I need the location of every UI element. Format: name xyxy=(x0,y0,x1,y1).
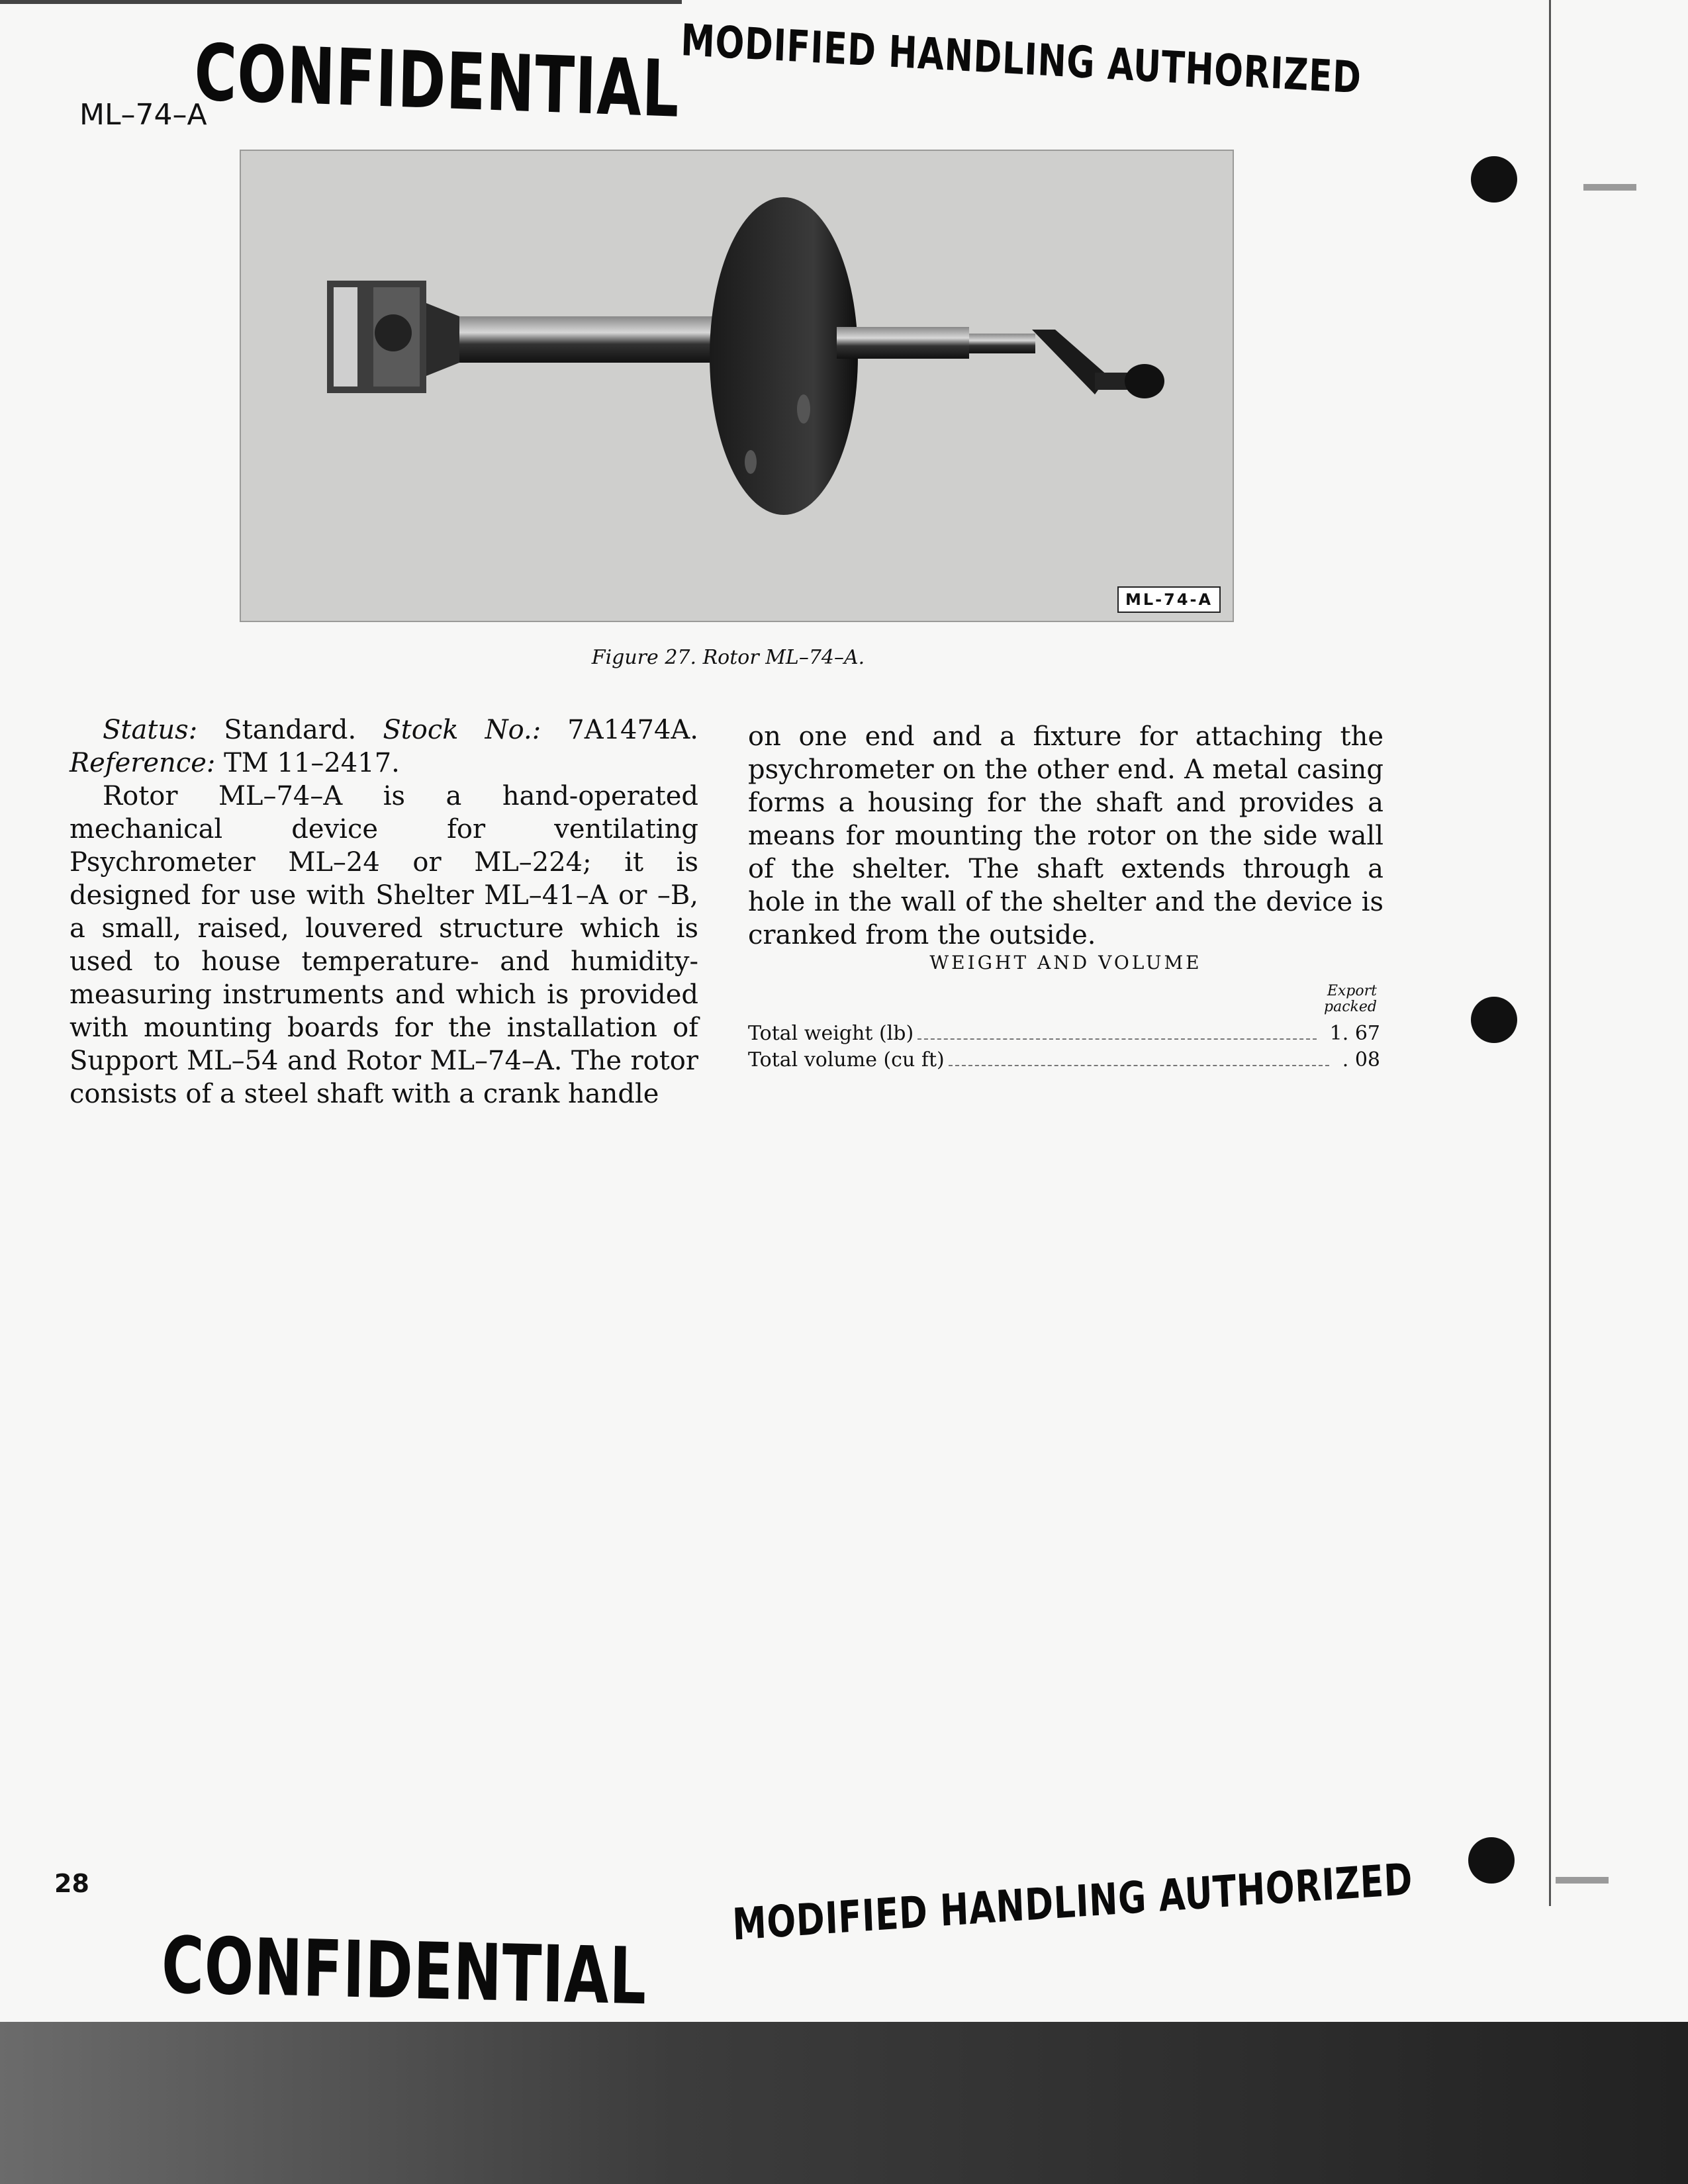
scan-edge-line xyxy=(0,0,682,4)
document-code: ML–74–A xyxy=(79,98,207,132)
export-header-line: Export xyxy=(1327,983,1377,999)
binder-edge-line xyxy=(1549,0,1551,1906)
mounting-disk xyxy=(710,197,858,515)
page-number: 28 xyxy=(54,1869,89,1898)
reference-label: Reference: xyxy=(70,748,216,778)
row-value: 1. 67 xyxy=(1329,1022,1380,1045)
table-row xyxy=(748,1022,1380,1045)
figure-caption: Figure 27. Rotor ML–74–A. xyxy=(591,646,865,669)
row-label: Total weight (lb) xyxy=(748,1022,914,1045)
punch-hole xyxy=(1471,156,1517,203)
row-label: Total volume (cu ft) xyxy=(748,1048,945,1071)
left-column xyxy=(70,713,698,1111)
stock-label: Stock No.: xyxy=(383,715,541,745)
handling-stamp-top: MODIFIED HANDLING AUTHORIZED xyxy=(680,15,1362,104)
binder-tick xyxy=(1556,1877,1609,1884)
punch-hole xyxy=(1468,1837,1515,1884)
row-value: . 08 xyxy=(1342,1048,1380,1071)
description-continued: on one end and a fixture for attaching the psychrometer on the other end. A metal casing forms a housing for the shaft and provides a means for mounting the rotor on the side wall of the shelter. The shaft extends through a hole in the wall of the shelter and the device is cranked from the outside. xyxy=(748,721,1383,950)
weight-volume-heading: WEIGHT AND VOLUME xyxy=(929,952,1202,974)
status-label: Status: xyxy=(103,715,198,745)
stock-value: 7A1474A. xyxy=(541,715,699,745)
description-paragraph: Rotor ML–74–A is a hand-operated mechanical device for ventilating Psychrometer ML–24 or ML–224; it is designed for use with Shelter ML–41–A or –B, a small, raised, louvered structure which is used to house temperature- and humidity-measuring instruments and which is provided with mounting boards for the installation of Support ML–54 and Rotor ML–74–A. The rotor consists of a steel shaft with a crank handle xyxy=(70,781,698,1109)
rotor-photo xyxy=(240,150,1234,622)
leader-dots xyxy=(949,1065,1329,1066)
scan-bottom-shadow xyxy=(0,2022,1688,2184)
status-paragraph xyxy=(70,713,698,780)
binder-tick xyxy=(1583,184,1636,191)
status-value: Standard. xyxy=(197,715,383,745)
rotor-illustration xyxy=(241,151,1233,621)
reference-value: TM 11–2417. xyxy=(215,748,400,778)
packed-header-line: packed xyxy=(1324,999,1377,1015)
handling-stamp-bottom: MODIFIED HANDLING AUTHORIZED xyxy=(731,1853,1414,1950)
export-packed-header xyxy=(1297,983,1377,1015)
figure-label: ML-74-A xyxy=(1117,586,1221,613)
right-column xyxy=(748,720,1383,952)
confidential-stamp-bottom: CONFIDENTIAL xyxy=(161,1919,647,2023)
confidential-stamp-top: CONFIDENTIAL xyxy=(193,26,680,135)
leader-dots xyxy=(917,1038,1316,1040)
table-row xyxy=(748,1048,1380,1071)
crank-knob xyxy=(1125,364,1164,398)
punch-hole xyxy=(1471,997,1517,1043)
